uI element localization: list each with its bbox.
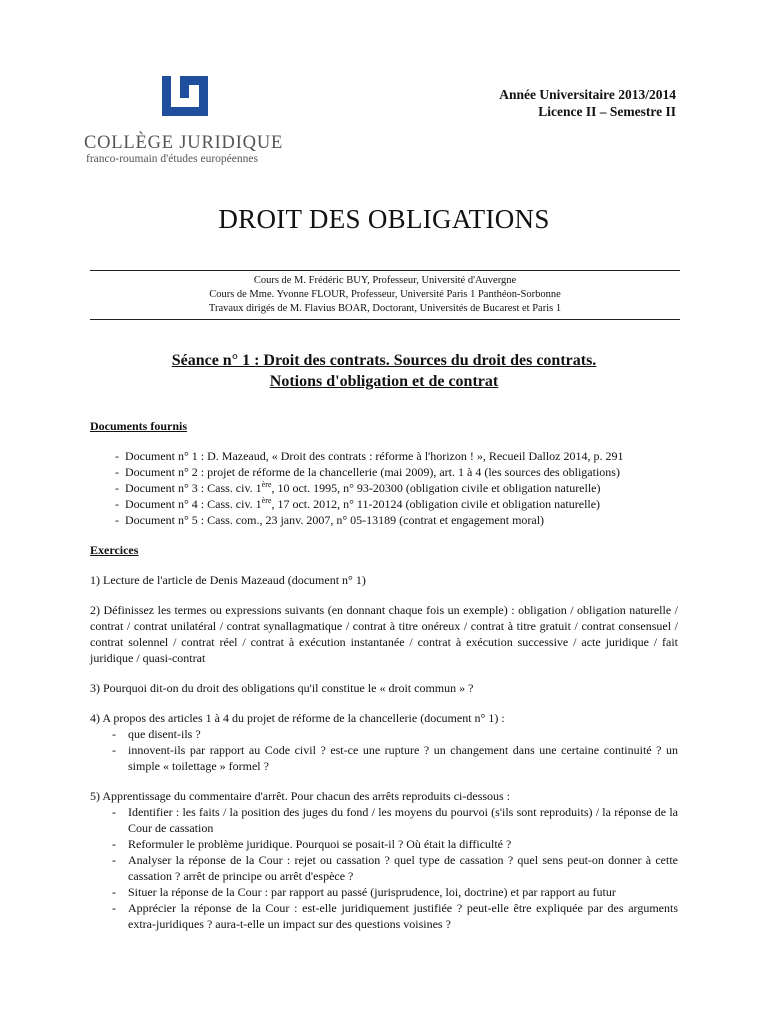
exercise-4-list (90, 726, 678, 774)
teacher-line: Cours de M. Frédéric BUY, Professeur, Université d'Auvergne (253, 275, 517, 286)
teacher-line: Cours de Mme. Yvonne FLOUR, Professeur, Université Paris 1 Panthéon-Sorbonne (209, 289, 561, 300)
document-title: DROIT DES OBLIGATIONS (218, 204, 550, 234)
exercise-1: 1) Lecture de l'article de Denis Mazeaud (document n° 1) (90, 573, 366, 587)
college-logo-icon (162, 76, 208, 116)
main-content (90, 418, 678, 932)
exercise-4-item: - que disent-ils ? (90, 726, 678, 742)
teacher-line: Travaux dirigés de M. Flavius BOAR, Doctorant, Universités de Bucarest et Paris 1 (208, 303, 562, 314)
academic-info (499, 86, 676, 120)
exercise-5-item: - Analyser la réponse de la Cour : rejet ou cassation ? quel type de cassation ? quel sens peut-on donner à cette cassation ? arrêt de principe ou arrêt d'espèce ? (90, 852, 678, 884)
documents-list (90, 448, 678, 528)
seance-line-2: Notions d'obligation et de contrat (269, 373, 499, 390)
exercise-3: 3) Pourquoi dit-on du droit des obligations qu'il constitue le « droit commun » ? (90, 681, 474, 695)
seance-line-1: Séance n° 1 : Droit des contrats. Sources du droit des contrats. (171, 352, 597, 369)
documents-heading: Documents fournis (90, 419, 188, 433)
exercise-5-list (90, 804, 678, 932)
document-item: - Document n° 4 : Cass. civ. 1ère, 17 oct. 2012, n° 11-20124 (obligation civile et obligation naturelle) (90, 496, 678, 512)
document-item: - Document n° 5 : Cass. com., 23 janv. 2007, n° 05-13189 (contrat et engagement moral) (90, 512, 678, 528)
exercise-4-item: - innovent-ils par rapport au Code civil ? est-ce une rupture ? un changement dans une certaine continuité ? un simple « toilettage » formel ? (90, 742, 678, 774)
exercise-5-item: - Apprécier la réponse de la Cour : est-elle juridiquement justifiée ? peut-elle être expliquée par des arguments extra-juridiques ? aura-t-elle un impact sur des questions voisines ? (90, 900, 678, 932)
document-item: - Document n° 2 : projet de réforme de la chancellerie (mai 2009), art. 1 à 4 (les sources des obligations) (90, 464, 678, 480)
divider-bottom (90, 319, 680, 320)
exercise-5-item: - Situer la réponse de la Cour : par rapport au passé (jurisprudence, loi, doctrine) et par rapport au futur (90, 884, 678, 900)
exercises-heading: Exercices (90, 543, 139, 557)
exercise-2: 2) Définissez les termes ou expressions suivants (en donnant chaque fois un exemple) : obligation / obligation naturelle / contrat / contrat unilatéral / contrat synallagmatique / contrat à titre onéreux / contrat à titre gratuit / contrat consensuel / contrat solennel / contrat réel / contrat à exécution instantanée / contrat à exécution successive / acte juridique / fait juridique / quasi-contrat (90, 603, 678, 665)
exercise-4: 4) A propos des articles 1 à 4 du projet de réforme de la chancellerie (document n° 1) : (90, 711, 505, 725)
logo-name: COLLÈGE JURIDIQUE (84, 133, 284, 153)
academic-level: Licence II – Semestre II (538, 104, 676, 119)
exercise-5-item: - Identifier : les faits / la position des juges du fond / les moyens du pourvoi (s'ils sont reproduits) / la réponse de la Cour de cassation (90, 804, 678, 836)
logo-tagline: franco-roumain d'études européennes (86, 153, 258, 165)
document-item: - Document n° 3 : Cass. civ. 1ère, 10 oct. 1995, n° 93-20300 (obligation civile et obligation naturelle) (90, 480, 678, 496)
academic-year: Année Universitaire 2013/2014 (499, 87, 676, 102)
exercise-5: 5) Apprentissage du commentaire d'arrêt. Pour chacun des arrêts reproduits ci-dessous : (90, 789, 511, 803)
document-item: - Document n° 1 : D. Mazeaud, « Droit des contrats : réforme à l'horizon ! », Recueil Dalloz 2014, p. 291 (90, 448, 678, 464)
seance-title (0, 350, 768, 392)
exercise-5-item: - Reformuler le problème juridique. Pourquoi se posait-il ? Où était la difficulté ? (90, 836, 678, 852)
divider-top (90, 270, 680, 271)
teachers-block (90, 274, 680, 316)
